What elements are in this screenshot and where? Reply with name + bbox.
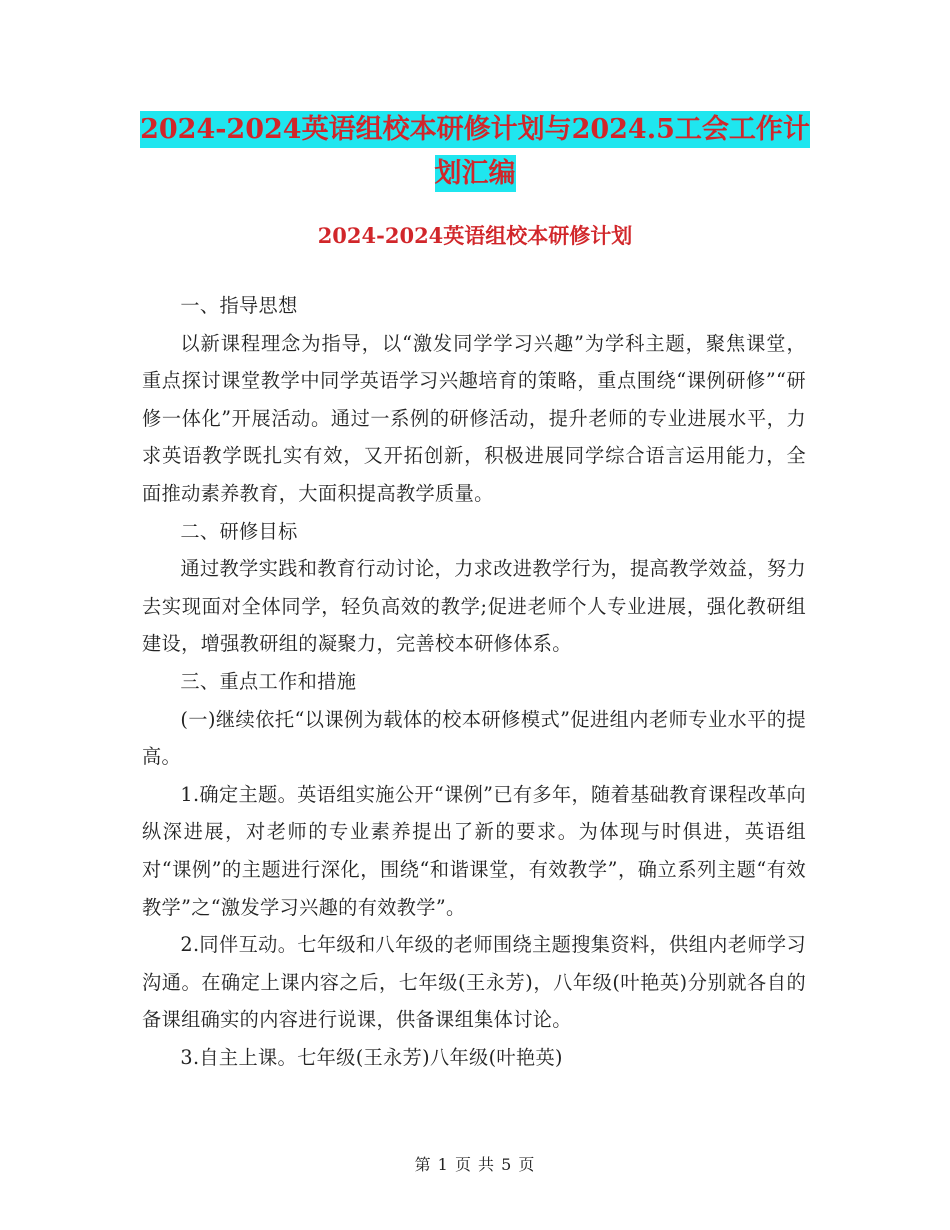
paragraph: 2.同伴互动。七年级和八年级的老师围绕主题搜集资料，供组内老师学习沟通。在确定上课内容之后，七年级(王永芳)，八年级(叶艳英)分别就各自的备课组确实的内容进行说课，供备课组集体讨论。 xyxy=(142,933,806,1032)
document-title-highlight: 2024-2024英语组校本研修计划与2024.5工会工作计 xyxy=(140,111,810,148)
paragraph: 通过教学实践和教育行动讨论，力求改进教学行为，提高教学效益，努力去实现面对全体同学，轻负高效的教学;促进老师个人专业进展，强化教研组建设，增强教研组的凝聚力，完善校本研修体系。 xyxy=(142,557,806,656)
heading-key-work: 三、重点工作和措施 xyxy=(180,669,357,693)
paragraph: (一)继续依托“以课例为载体的校本研修模式”促进组内老师专业水平的提高。 xyxy=(142,707,806,769)
document-body xyxy=(142,287,806,1076)
paragraph: 以新课程理念为指导，以“激发同学学习兴趣”为学科主题，聚焦课堂，重点探讨课堂教学中同学英语学习兴趣培育的策略，重点围绕“课例研修”“研修一体化”开展活动。通过一系例的研修活动，提升老师的专业进展水平，力求英语教学既扎实有效，又开拓创新，积极进展同学综合语言运用能力，全面推动素养教育，大面积提高教学质量。 xyxy=(142,331,806,505)
document-title-line-2 xyxy=(0,148,950,200)
paragraph: 1.确定主题。英语组实施公开“课例”已有多年，随着基础教育课程改革向纵深进展，对老师的专业素养提出了新的要求。为体现与时俱进，英语组对“课例”的主题进行深化，围绕“和谐课堂，有效教学”，确立系列主题“有效教学”之“激发学习兴趣的有效教学”。 xyxy=(142,782,806,919)
paragraph: 3.自主上课。七年级(王永芳)八年级(叶艳英) xyxy=(180,1045,563,1069)
section-title: 2024-2024英语组校本研修计划 xyxy=(317,223,633,248)
page-footer: 第 1 页 共 5 页 xyxy=(414,1155,536,1174)
heading-research-goals: 二、研修目标 xyxy=(180,519,298,543)
document-title-highlight: 划汇编 xyxy=(435,155,516,192)
heading-guiding-thought: 一、指导思想 xyxy=(180,294,298,317)
